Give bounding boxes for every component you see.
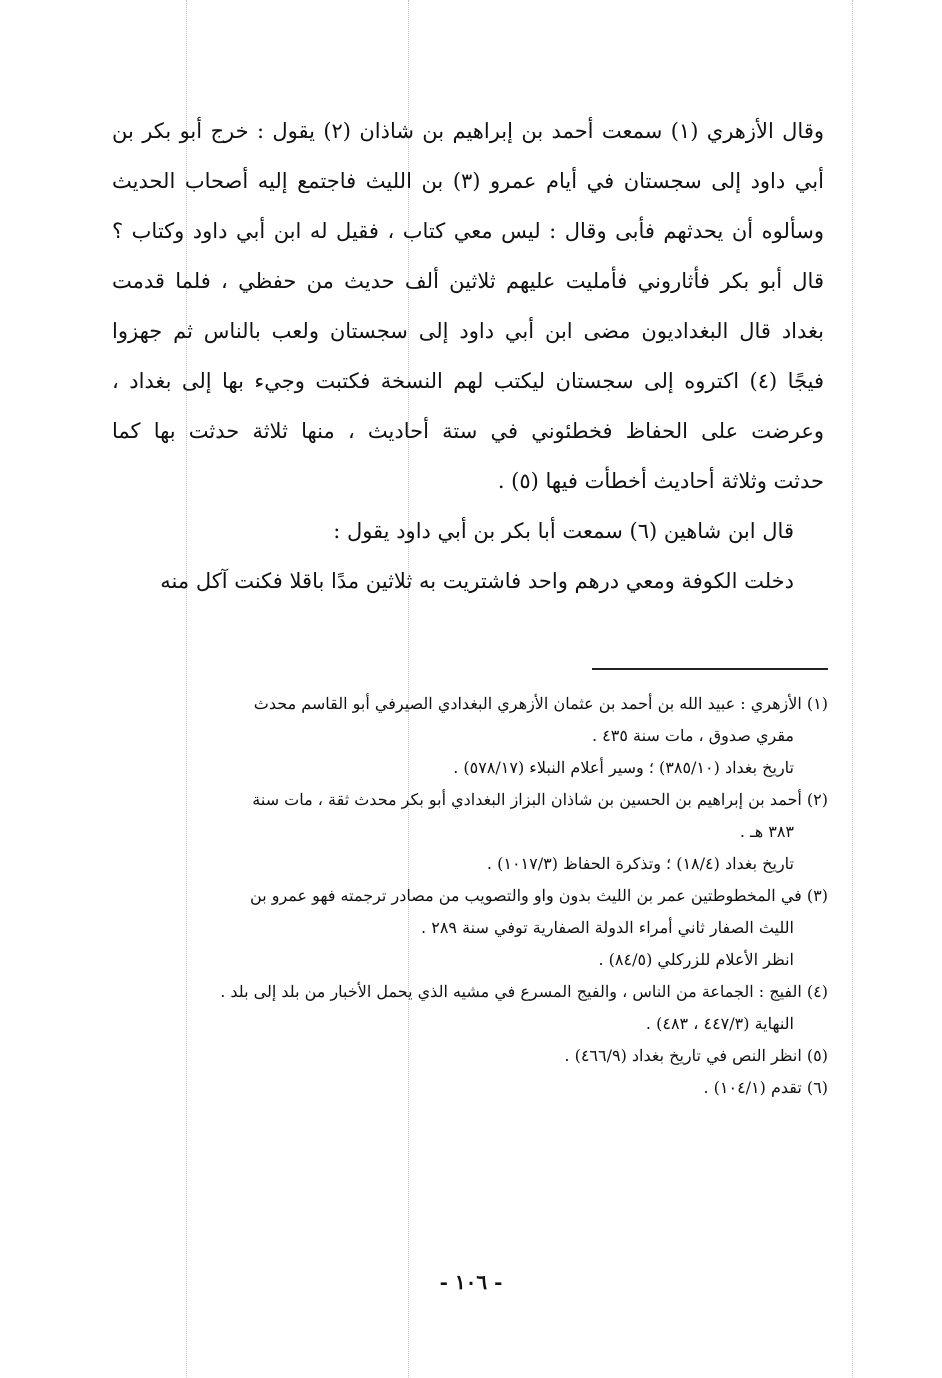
footnote-line: (١) الأزهري : عبيد الله بن أحمد بن عثمان الأزهري البغدادي الصيرفي أبو القاسم محدث: [253, 694, 828, 713]
footnote-line: (٢) أحمد بن إبراهيم بن الحسين بن شاذان البزاز البغدادي أبو بكر محدث ثقة ، مات سنة: [252, 790, 828, 809]
text-line: أبي داود إلى سجستان في أيام عمرو (٣) بن الليث فاجتمع إليه أصحاب الحديث: [112, 169, 824, 193]
text-line: قال أبو بكر فأثاروني فأمليت عليهم ثلاثين ألف حديث من حفظي ، فلما قدمت: [112, 269, 824, 293]
text-line: قال ابن شاهين (٦) سمعت أبا بكر بن أبي داود يقول :: [333, 519, 794, 543]
text-line: حدثت وثلاثة أحاديث أخطأت فيها (٥) .: [497, 469, 824, 493]
text-line: وسألوه أن يحدثهم فأبى وقال : ليس معي كتاب ، فقيل له ابن أبي داود وكتاب ؟: [112, 219, 824, 243]
text-line: فيجًا (٤) اكتروه إلى سجستان ليكتب لهم النسخة فكتبت وجيء بها إلى بغداد ،: [112, 369, 824, 393]
footnote-line: مقري صدوق ، مات سنة ٤٣٥ .: [591, 726, 794, 745]
footnote-line: (٣) في المخطوطتين عمر بن الليث بدون واو والتصويب من مصادر ترجمته فهو عمرو بن: [250, 886, 828, 905]
page-number: - ١٠٦ -: [439, 1270, 503, 1294]
footnote-line: النهاية (٤٤٧/٣ ، ٤٨٣) .: [645, 1014, 794, 1033]
footnote-line: تاريخ بغداد (٣٨٥/١٠) ؛ وسير أعلام النبلاء (٥٧٨/١٧) .: [453, 758, 794, 777]
text-line: وقال الأزهري (١) سمعت أحمد بن إبراهيم بن شاذان (٢) يقول : خرج أبو بكر بن: [112, 119, 824, 143]
footnote-line: ٣٨٣ هـ .: [739, 822, 794, 841]
footnotes: [112, 688, 828, 1104]
footnote-line: (٥) انظر النص في تاريخ بغداد (٤٦٦/٩) .: [564, 1046, 828, 1065]
footnote-line: الليث الصفار ثاني أمراء الدولة الصفارية توفي سنة ٢٨٩ .: [421, 918, 794, 937]
main-text: [112, 106, 824, 606]
footnote-line: انظر الأعلام للزركلي (٨٤/٥) .: [598, 950, 794, 969]
scan-guide-line: [852, 0, 853, 1378]
footnote-line: (٤) الفيج : الجماعة من الناس ، والفيج المسرع في مشيه الذي يحمل الأخبار من بلد إلى بلد .: [220, 982, 828, 1001]
footnote-line: تاريخ بغداد (١٨/٤) ؛ وتذكرة الحفاظ (١٠١٧/٣) .: [486, 854, 794, 873]
footnote-line: (٦) تقدم (١٠٤/١) .: [703, 1078, 828, 1097]
text-line: وعرضت على الحفاظ فخطئوني في ستة أحاديث ، منها ثلاثة حدثت بها كما: [112, 419, 824, 443]
footnote-separator: [592, 668, 828, 670]
text-line: دخلت الكوفة ومعي درهم واحد فاشتريت به ثلاثين مدًا باقلا فكنت آكل منه: [160, 569, 794, 593]
text-line: بغداد قال البغداديون مضى ابن أبي داود إلى سجستان ولعب بالناس ثم جهزوا: [112, 319, 824, 343]
